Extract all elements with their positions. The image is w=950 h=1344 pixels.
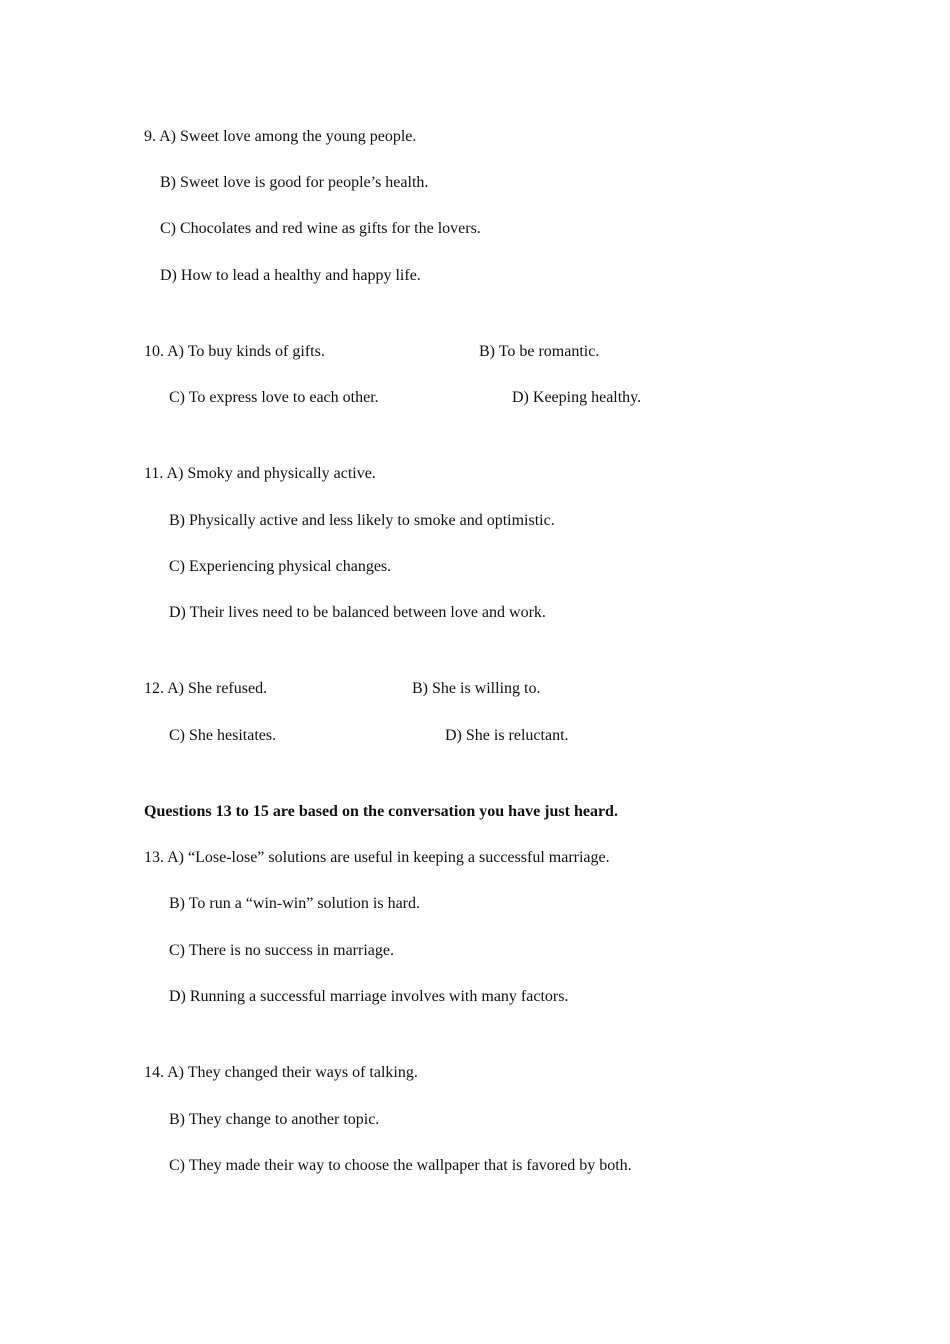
q11-option-d: D) Their lives need to be balanced between love and work. [169,604,546,621]
q9-option-b: B) Sweet love is good for people’s health. [160,174,429,191]
q11-option-b: B) Physically active and less likely to smoke and optimistic. [169,512,555,529]
q10-option-a: 10. A) To buy kinds of gifts. [144,343,325,360]
q10-option-b: B) To be romantic. [479,343,600,360]
q9-option-d: D) How to lead a healthy and happy life. [160,267,421,284]
q14-option-b: B) They change to another topic. [169,1111,380,1128]
q11-option-a: 11. A) Smoky and physically active. [144,465,376,482]
q12-option-b: B) She is willing to. [412,680,541,697]
q11-option-c: C) Experiencing physical changes. [169,558,392,575]
q14-option-c: C) They made their way to choose the wallpaper that is favored by both. [169,1157,632,1174]
section-heading: Questions 13 to 15 are based on the conversation you have just heard. [144,803,618,820]
q10-option-c: C) To express love to each other. [169,389,379,406]
q12-option-d: D) She is reluctant. [445,727,569,744]
q9-option-c: C) Chocolates and red wine as gifts for the lovers. [160,220,481,237]
q13-option-c: C) There is no success in marriage. [169,942,394,959]
q13-option-b: B) To run a “win-win” solution is hard. [169,895,420,912]
q10-option-d: D) Keeping healthy. [512,389,642,406]
q12-option-c: C) She hesitates. [169,727,277,744]
q9-option-a: 9. A) Sweet love among the young people. [144,128,417,145]
q12-option-a: 12. A) She refused. [144,680,268,697]
q14-option-a: 14. A) They changed their ways of talking. [144,1064,418,1081]
q13-option-d: D) Running a successful marriage involves with many factors. [169,988,569,1005]
q13-option-a: 13. A) “Lose-lose” solutions are useful in keeping a successful marriage. [144,849,610,866]
